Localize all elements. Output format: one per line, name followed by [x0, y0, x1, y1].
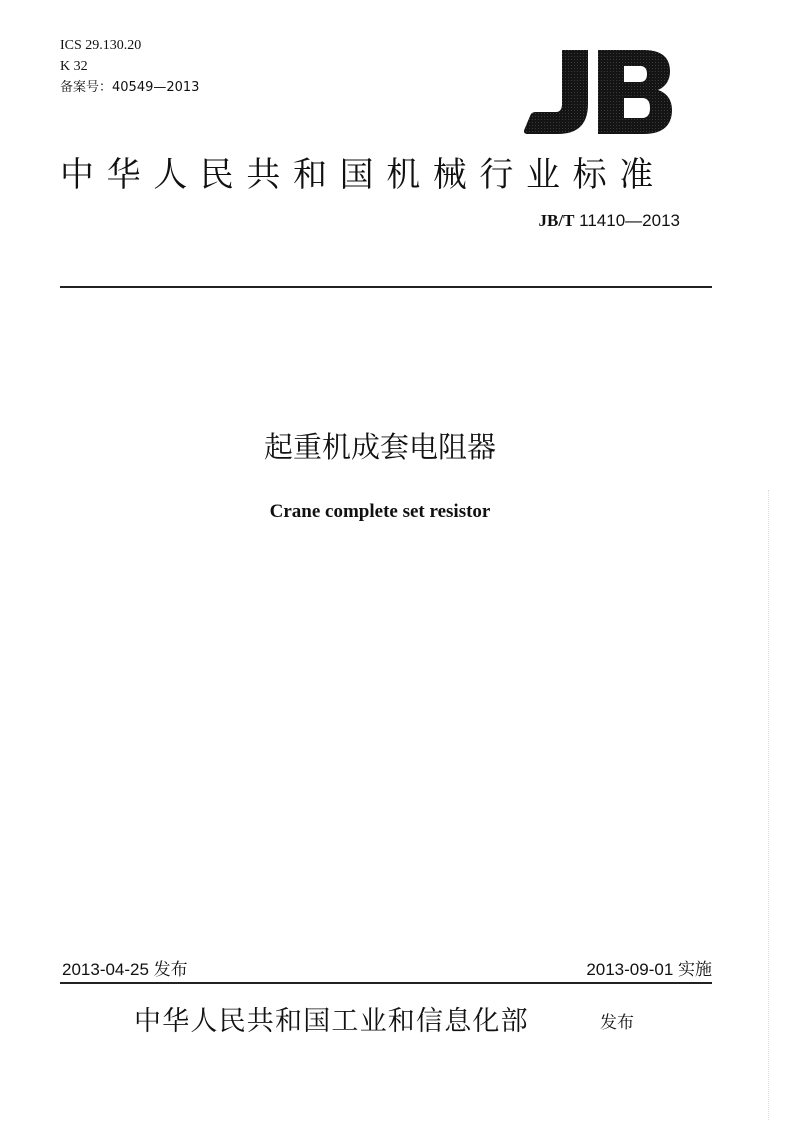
classification-code: K 32 [60, 59, 88, 74]
jb-logo [522, 46, 672, 136]
publisher-suffix: 发布 [600, 1013, 634, 1033]
ics-code: ICS 29.130.20 [60, 38, 142, 53]
record-number [60, 79, 199, 97]
logo-letter-b [598, 50, 672, 134]
org-title: 中华人民共和国机械行业标准 [60, 155, 666, 195]
implementation-date: 2013-09-01 实施 [586, 960, 712, 979]
issue-date: 2013-04-25 发布 [62, 960, 188, 979]
record-value: 40549—2013 [112, 80, 200, 95]
document-title-zh: 起重机成套电阻器 [263, 430, 496, 464]
top-divider [60, 286, 712, 288]
record-label: 备案号： [60, 80, 113, 95]
standard-code: 11410—2013 [579, 211, 680, 230]
bottom-divider [60, 982, 712, 984]
standard-prefix: JB/T [538, 211, 575, 230]
publisher-name: 中华人民共和国工业和信息化部 [134, 1006, 529, 1037]
scan-artifact [768, 490, 779, 1120]
standard-number [470, 210, 680, 232]
document-title-en: Crane complete set resistor [269, 501, 491, 522]
logo-letter-j [524, 50, 588, 134]
